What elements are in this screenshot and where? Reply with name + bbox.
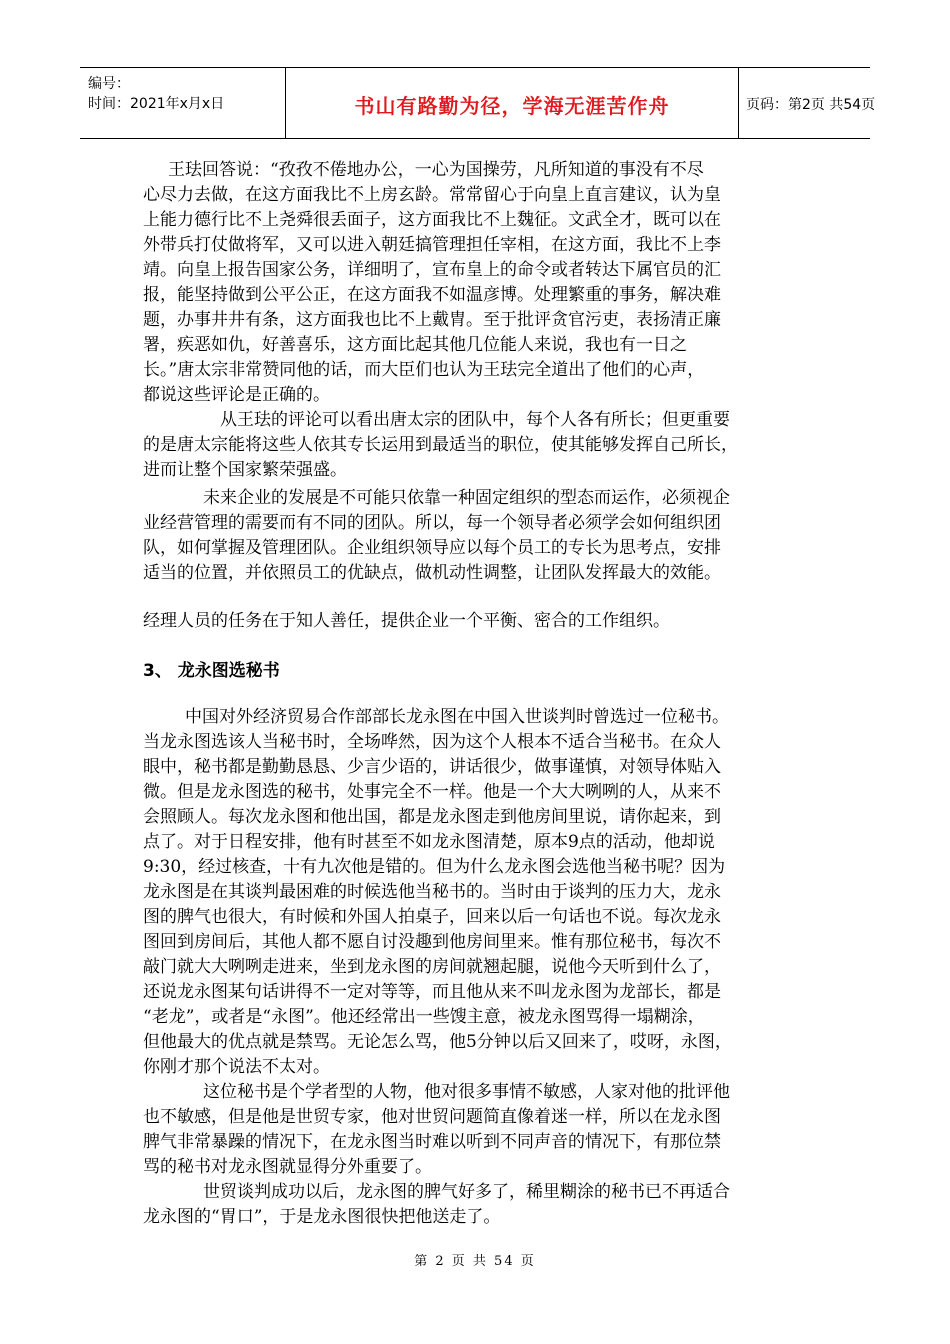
- text-line: 经理人员的任务在于知人善任，提供企业一个平衡、密合的工作组织。: [143, 611, 670, 631]
- text-line: 骂的秘书对龙永图就显得分外重要了。: [143, 1157, 432, 1177]
- text-line: “老龙”，或者是“永图”。他还经常出一些馊主意，被龙永图骂得一塌糊涂，: [143, 1007, 705, 1027]
- header-meta-cell: [80, 68, 285, 138]
- text-line: 世贸谈判成功以后，龙永图的脾气好多了，稀里糊涂的秘书已不再适合: [203, 1182, 730, 1202]
- text-line: 你刚才那个说法不太对。: [143, 1057, 330, 1077]
- text-line: 外带兵打仗做将军，又可以进入朝廷搞管理担任宰相，在这方面，我比不上李: [143, 235, 721, 255]
- text-line: 会照顾人。每次龙永图和他出国，都是龙永图走到他房间里说，请你起来，到: [143, 807, 721, 827]
- text-line: 脾气非常暴躁的情况下，在龙永图当时难以听到不同声音的情况下，有那位禁: [143, 1132, 721, 1152]
- page-footer: 第 2 页 共 54 页: [414, 1254, 536, 1269]
- text-line: 也不敏感，但是他是世贸专家，他对世贸问题简直像着迷一样，所以在龙永图: [143, 1107, 721, 1127]
- text-line: 队，如何掌握及管理团队。企业组织领导应以每个员工的专长为思考点，安排: [143, 538, 721, 558]
- header-motto-cell: [285, 68, 739, 138]
- text-line: 但他最大的优点就是禁骂。无论怎么骂，他5分钟以后又回来了，哎呀，永图，: [143, 1032, 732, 1052]
- text-line: 业经营管理的需要而有不同的团队。所以，每一个领导者必须学会如何组织团: [143, 513, 721, 533]
- text-line: 点了。对于日程安排，他有时甚至不如龙永图清楚，原本9点的活动，他却说: [143, 832, 715, 852]
- text-line: 微。但是龙永图选的秘书，处事完全不一样。他是一个大大咧咧的人，从来不: [143, 782, 721, 802]
- text-line: 龙永图的“胃口”，于是龙永图很快把他送走了。: [143, 1207, 501, 1227]
- text-line: 进而让整个国家繁荣强盛。: [143, 460, 347, 480]
- motto-text: 书山有路勤为径，学海无涯苦作舟: [354, 94, 670, 118]
- text-line: 眼中，秘书都是勤勤恳恳、少言少语的，讲话很少，做事谨慎，对领导体贴入: [143, 757, 721, 777]
- text-line: 还说龙永图某句话讲得不一定对等等，而且他从来不叫龙永图为龙部长，都是: [143, 982, 721, 1002]
- text-line: 敲门就大大咧咧走进来，坐到龙永图的房间就翘起腿，说他今天听到什么了，: [143, 957, 721, 977]
- text-line: 图回到房间后，其他人都不愿自讨没趣到他房间里来。惟有那位秘书，每次不: [143, 932, 721, 952]
- page-label: 页码：第2页 共54页: [746, 97, 876, 113]
- time-label: 时间：2021年x月x日: [88, 96, 225, 112]
- text-line: 中国对外经济贸易合作部部长龙永图在中国入世谈判时曾选过一位秘书。: [185, 707, 729, 727]
- text-line: 长。”唐太宗非常赞同他的话，而大臣们也认为王珐完全道出了他们的心声，: [143, 360, 705, 380]
- text-line: 9:30，经过核查，十有九次他是错的。但为什么龙永图会选他当秘书呢？因为: [143, 857, 726, 877]
- text-line: 当龙永图选该人当秘书时，全场哗然，因为这个人根本不适合当秘书。在众人: [143, 732, 721, 752]
- text-line: 都说这些评论是正确的。: [143, 385, 330, 405]
- section-heading: 3、 龙永图选秘书: [143, 661, 280, 681]
- text-line: 上能力德行比不上尧舜很丢面子，这方面我比不上魏征。文武全才，既可以在: [143, 210, 721, 230]
- text-line: 未来企业的发展是不可能只依靠一种固定组织的型态而运作，必须视企: [203, 488, 730, 508]
- page-header: [80, 67, 876, 139]
- text-line: 适当的位置，并依照员工的优缺点，做机动性调整，让团队发挥最大的效能。: [143, 563, 721, 583]
- text-line: 的是唐太宗能将这些人依其专长运用到最适当的职位，使其能够发挥自己所长，: [143, 435, 738, 455]
- header-page-cell: [738, 68, 876, 138]
- text-line: 图的脾气也很大，有时候和外国人拍桌子，回来以后一句话也不说。每次龙永: [143, 907, 721, 927]
- text-line: 题，办事井井有条，这方面我也比不上戴胄。至于批评贪官污吏，表扬清正廉: [143, 310, 721, 330]
- text-line: 靖。向皇上报告国家公务，详细明了，宣布皇上的命令或者转达下属官员的汇: [143, 260, 721, 280]
- text-line: 这位秘书是个学者型的人物，他对很多事情不敏感，人家对他的批评他: [203, 1082, 730, 1102]
- text-line: 报，能坚持做到公平公正，在这方面我不如温彦博。处理繁重的事务，解决难: [143, 285, 721, 305]
- text-line: 署，疾恶如仇，好善喜乐，这方面比起其他几位能人来说，我也有一日之: [143, 335, 687, 355]
- text-line: 心尽力去做，在这方面我比不上房玄龄。常常留心于向皇上直言建议，认为皇: [143, 185, 721, 205]
- text-line: 王珐回答说：“孜孜不倦地办公，一心为国操劳，凡所知道的事没有不尽: [168, 160, 704, 180]
- number-label: 编号：: [88, 76, 130, 92]
- text-line: 从王珐的评论可以看出唐太宗的团队中，每个人各有所长；但更重要: [220, 410, 730, 430]
- text-line: 龙永图是在其谈判最困难的时候选他当秘书的。当时由于谈判的压力大，龙永: [143, 882, 721, 902]
